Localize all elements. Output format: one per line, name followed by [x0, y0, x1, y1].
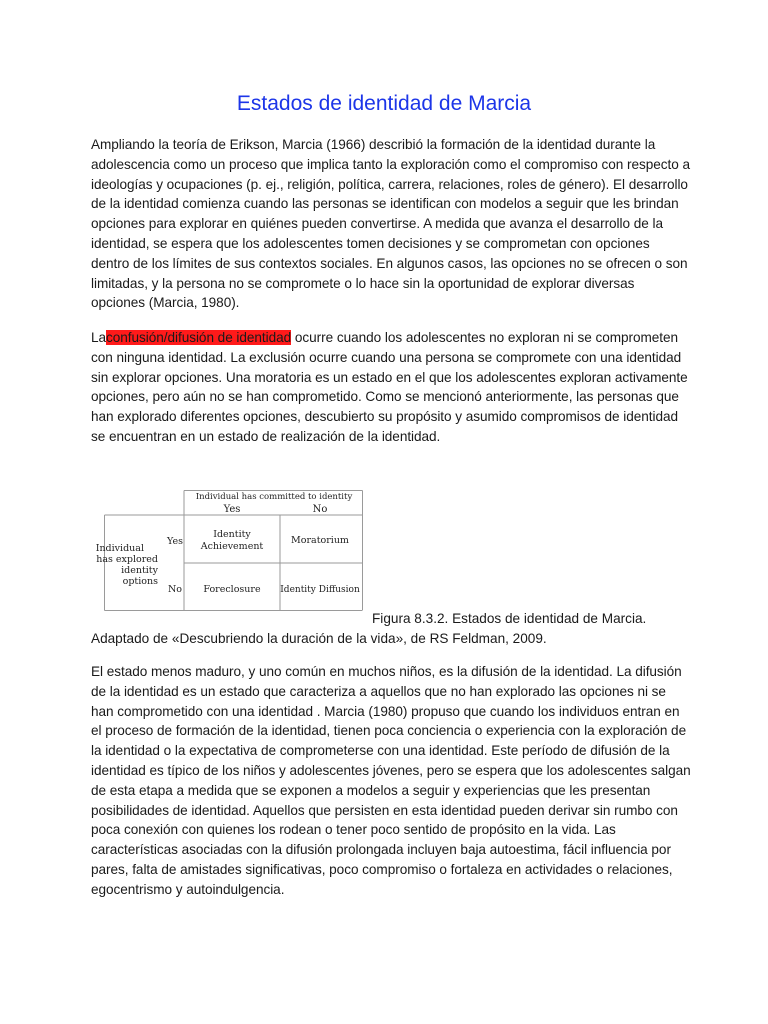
paragraph-intro: Ampliando la teoría de Erikson, Marcia (1966) describió la formación de la identidad durante la adolescencia como un proceso que implica tanto la exploración como el compromiso con respecto a ideologías y ocupaciones (p. ej., religión, política, carrera, relaciones, roles de género). El desarrollo de la identidad comienza cuando las personas se identifican con modelos a seguir que les brindan opciones para explorar en quiénes pueden convertirse. A medida que avanza el desarrollo de la identidad, se espera que los adolescentes tomen decisiones y se comprometan con opciones dentro de los límites de sus contextos sociales. En algunos casos, las opciones no se ofrecen o son limitadas, y la persona no se compromete o lo hace sin la oportunidad de explorar diversas opciones (Marcia, 1980).: [91, 137, 690, 311]
cell-identity-diffusion: Identity Diffusion: [280, 585, 360, 595]
highlighted-term: confusión/difusión de identidad: [106, 330, 292, 345]
row-label-line3: identity: [121, 565, 158, 576]
paragraph-diffusion: El estado menos maduro, y uno común en muchos niños, es la difusión de la identidad. La difusión de la identidad es un estado que caracteriza a aquellos que no han explorado las opciones ni se han comprometido con una identidad . Marcia (1980) propuso que cuando los individuos entran en el proceso de formación de la identidad, tienen poca conciencia o experiencia con la exploración de la identidad o la expectativa de comprometerse con una identidad. Este período de difusión de la identidad es típico de los niños y adolescentes jóvenes, pero se espera que los adolescentes salgan de esta etapa a medida que se exponen a modelos a seguir y experiencias que les presentan posibilidades de identidad. Aquellos que persisten en esta identidad pueden derivar sin rumbo con poca conexión con quienes los rodean o tener poco sentido de propósito en la vida. Las características asociadas con la difusión prolongada incluyen baja autoestima, fácil influencia por pares, falta de amistades significativas, poco compromiso o fortaleza en actividades o relaciones, egocentrismo y autoindulgencia.: [91, 664, 691, 897]
cell-identity-achievement-line2: Achievement: [200, 541, 264, 552]
col-yes-label: Yes: [223, 504, 241, 515]
row-label-line4: options: [122, 576, 158, 587]
col-no-label: No: [312, 504, 328, 515]
figure-caption-line2: Adaptado de «Descubriendo la duración de la vida», de RS Feldman, 2009.: [91, 631, 547, 646]
row-no-label: No: [167, 584, 183, 595]
row-yes-label: Yes: [167, 536, 183, 547]
page-title: Estados de identidad de Marcia: [236, 92, 532, 115]
figure-caption-line1: Figura 8.3.2. Estados de identidad de Marcia.: [372, 611, 647, 626]
row-label-line1: Individual: [95, 543, 144, 554]
paragraph-states: [91, 328, 691, 447]
committed-header: Individual has committed to identity: [195, 492, 353, 502]
cell-moratorium: Moratorium: [291, 535, 349, 546]
identity-status-diagram: [95, 490, 366, 615]
paragraph-states-body: ocurre cuando los adolescentes no exploran ni se comprometen con ninguna identidad. La exclusión ocurre cuando una persona se compromete con una identidad sin explorar opciones. Una moratoria es un estado en el que los adolescentes exploran activamente opciones, pero aún no se han comprometido. Como se mencionó anteriormente, las personas que han explorado diferentes opciones, descubierto su propósito y asumido compromisos de identidad se encuentran en un estado de realización de la identidad.: [91, 330, 688, 444]
paragraph-states-prefix: La: [91, 330, 107, 345]
cell-foreclosure: Foreclosure: [203, 584, 261, 595]
row-label-line2: has explored: [96, 554, 158, 565]
identity-status-figure: [95, 490, 366, 615]
cell-identity-achievement-line1: Identity: [213, 529, 251, 540]
